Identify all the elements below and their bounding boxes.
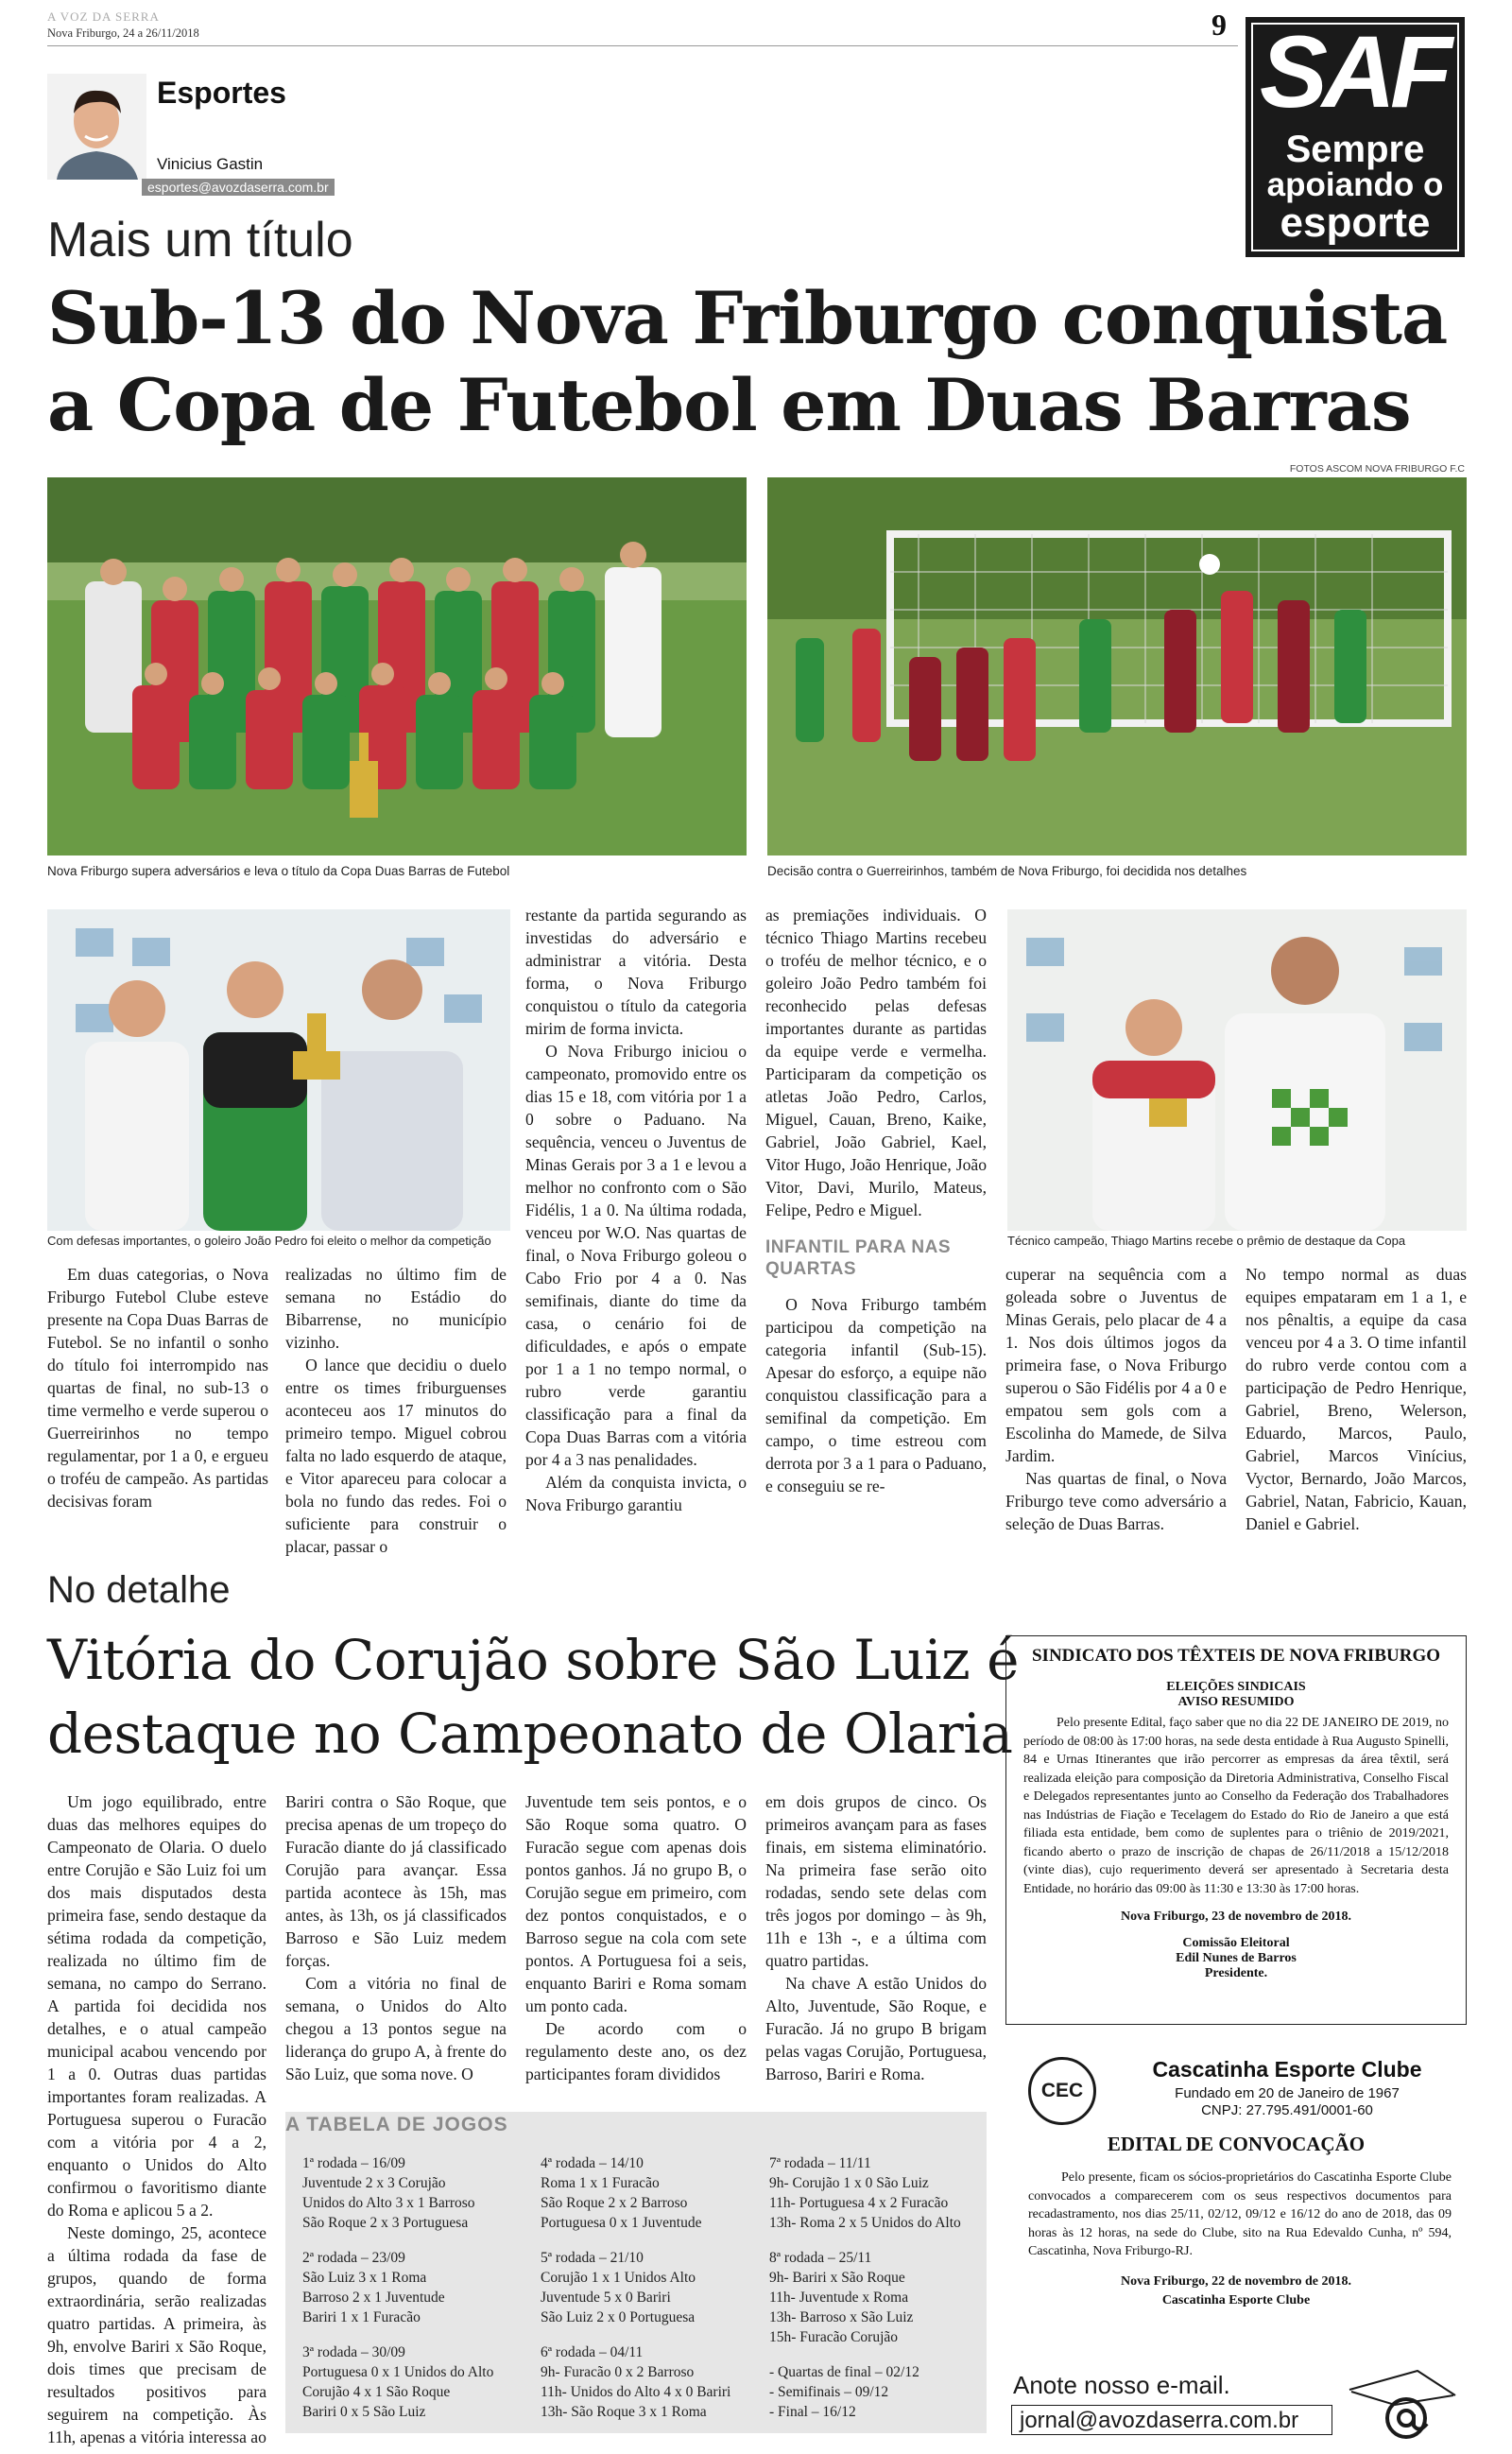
sindicato-title: SINDICATO DOS TÊXTEIS DE NOVA FRIBURGO — [1031, 1646, 1441, 1666]
match-line: 11h- Juventude x Roma — [769, 2290, 909, 2306]
article2-col1-a: Um jogo equilibrado, entre duas das melhores equipes do Campeonato de Olaria. O duelo entre Corujão e São Luiz foi um dos mais disputados desta primeira fase, sendo destaque da sétima rodada da competição, realizada no último fim de semana, no campo do Serrano. A partida foi decidida nos detalhes, e o atual campeão municipal acabou vencendo por 1 a 0. Outras duas partidas importantes foram realizadas. A Portuguesa superou o Furacão com a vitória por 4 a 2, enquanto o Unidos do Alto confirmou o favoritismo diante do Roma e aplicou 5 a 2. — [47, 1792, 266, 2220]
match-line: - Semifinais – 09/12 — [769, 2384, 889, 2400]
round-block — [541, 2153, 760, 2233]
cascatinha-notice — [1005, 2044, 1467, 2346]
sindicato-date: Nova Friburgo, 23 de novembro de 2018. — [1121, 1910, 1351, 1924]
match-line: 11h- Portuguesa 4 x 2 Furacão — [769, 2195, 949, 2211]
saf-tagline-2: apoiando o — [1266, 166, 1444, 203]
article1-headline-line2: a Copa de Futebol em Duas Barras — [47, 363, 1411, 447]
article2-kicker: No detalhe — [47, 1569, 231, 1611]
header-rule — [47, 45, 1238, 46]
sindicato-sub1: ELEIÇÕES SINDICAIS — [1166, 1680, 1306, 1694]
round-heading: 2ª rodada – 23/09 — [302, 2250, 405, 2266]
round-block — [769, 2153, 988, 2233]
match-line: Bariri 0 x 5 São Luiz — [302, 2404, 426, 2420]
article1-col3-b: O Nova Friburgo iniciou o campeonato, promovido entre os dias 15 e 18, com vitória por 1 a 0 sobre o Paduano. Na sequência, venceu o Juventus de Minas Gerais por 3 a 1 e levou a melhor no confronto com o São Fidélis, 1 a 0. Na última rodada, venceu por W.O. Nas quartas de final, o Nova Friburgo goleou o Cabo Frio por 4 a 0. Nas semifinais, diante do time da casa, o cenário foi de dificuldades, e após o empate por 1 a 1 no tempo normal, o rubro verde garantiu classificação para a final da Copa Duas Barras com a vitória por 4 a 3 nas penalidades. — [525, 1042, 747, 1469]
round-block — [769, 2362, 988, 2422]
sindicato-sign1: Comissão Eleitoral — [1182, 1936, 1290, 1950]
round-block — [302, 2342, 522, 2422]
article1-col2-a: realizadas no último fim de semana no Estádio do Bibarrense, no município vizinho. — [285, 1265, 507, 1352]
match-line: Bariri 1 x 1 Furacão — [302, 2309, 421, 2325]
games-table-col1 — [302, 2153, 522, 2437]
email-box[interactable] — [1005, 2367, 1467, 2443]
match-line: Juventude 2 x 3 Corujão — [302, 2175, 446, 2191]
match-line: 9h- Bariri x São Roque — [769, 2270, 905, 2286]
at-sign-icon — [1342, 2367, 1463, 2443]
article2-headline-line2: destaque no Campeonato de Olaria — [47, 1702, 1013, 1766]
round-heading: 1ª rodada – 16/09 — [302, 2155, 405, 2171]
match-line: Juventude 5 x 0 Bariri — [541, 2290, 671, 2306]
cascatinha-title: EDITAL DE CONVOCAÇÃO — [1107, 2133, 1366, 2155]
article1-col5-b: Nas quartas de final, o Nova Friburgo teve como adversário a seleção de Duas Barras. — [1005, 1469, 1227, 1533]
round-heading: 7ª rodada – 11/11 — [769, 2155, 871, 2171]
match-line: São Roque 2 x 3 Portuguesa — [302, 2215, 469, 2231]
team-photo — [47, 477, 747, 855]
sindicato-sub2: AVISO RESUMIDO — [1177, 1695, 1295, 1709]
sindicato-sign2: Edil Nunes de Barros — [1176, 1951, 1297, 1965]
article2-col4-a: em dois grupos de cinco. Os primeiros avançam para as fases finais, em sistema eliminatório. Na primeira fase serão oito rodadas, sendo sete delas com três jogos por domingo – às 9h, 11h e 13h -, e a última com quatro partidas. — [765, 1792, 987, 1970]
article1-headline-line1: Sub-13 do Nova Friburgo conquista — [47, 276, 1448, 360]
match-line: 9h- Furacão 0 x 2 Barroso — [541, 2364, 695, 2380]
round-heading: 5ª rodada – 21/10 — [541, 2250, 644, 2266]
match-line: 9h- Corujão 1 x 0 São Luiz — [769, 2175, 929, 2191]
cascatinha-logo-text: CEC — [1040, 2080, 1084, 2101]
article2-col2-a: Bariri contra o São Roque, que precisa apenas de um tropeço do Furacão diante do já classificado Corujão para avançar. Essa partida acontece às 15h, mas antes, às 13h, os já classificados Barroso e São Luiz medem forças. — [285, 1792, 507, 1970]
match-line: Corujão 1 x 1 Unidos Alto — [541, 2270, 696, 2286]
article1-col5 — [1005, 1263, 1227, 1537]
match-line: Portuguesa 0 x 1 Unidos do Alto — [302, 2364, 494, 2380]
date-line: Nova Friburgo, 24 a 26/11/2018 — [47, 26, 199, 40]
article1-col3 — [525, 904, 747, 1537]
match-line: São Roque 2 x 2 Barroso — [541, 2195, 688, 2211]
coach-photo — [1007, 909, 1467, 1231]
caption-match-photo: Decisão contra o Guerreirinhos, também de Nova Friburgo, foi decidida nos detalhes — [767, 864, 1247, 878]
cascatinha-cnpj: CNPJ: 27.795.491/0001-60 — [1201, 2102, 1373, 2118]
cascatinha-sign: Cascatinha Esporte Clube — [1161, 2293, 1311, 2307]
article2-col4 — [765, 1790, 987, 2102]
match-line: Barroso 2 x 1 Juventude — [302, 2290, 445, 2306]
caption-goalkeeper-photo: Com defesas importantes, o goleiro João Pedro foi eleito o melhor da competição — [47, 1234, 491, 1248]
cascatinha-club-name: Cascatinha Esporte Clube — [1152, 2057, 1422, 2082]
article2-col1-b: Neste domingo, 25, acontece a última rodada da fase de grupos, quando de forma extraordinária, serão realizadas quatro partidas. A primeira, às 9h, envolve Bariri x São Roque, dois times que precisam de resultados positivos para seguirem na competição. Às 11h, apenas a vitória interessa ao — [47, 2223, 266, 2446]
saf-tagline-1: Sempre — [1285, 129, 1425, 170]
email-box-address[interactable]: jornal@avozdaserra.com.br — [1011, 2405, 1332, 2435]
goalkeeper-photo — [47, 909, 510, 1231]
saf-tagline-3: esporte — [1280, 199, 1431, 246]
article1-col6: No tempo normal as duas equipes empataram em 1 a 1, e nos pênaltis, a equipe da casa venceu por 4 a 3. O time infantil do rubro verde contou com a participação de Pedro Henrique, Gabriel, Breno, Welerson, Eduardo, Marcos, Paulo, Gabriel, Marcos Vinícius, Vyctor, Bernardo, João Marcos, Gabriel, Natan, Fabricio, Kauan, Daniel e Gabriel. — [1246, 1265, 1467, 1533]
round-block — [541, 2248, 760, 2327]
article2-col3-a: Juventude tem seis pontos, e o São Roque soma quatro. O Furacão segue com apenas dois pontos ganhos. Já no grupo B, o Corujão segue em primeiro, com dez pontos conquistados, e o Barroso segue na cola com sete pontos. A Portuguesa foi a seis, enquanto Bariri e Roma somam um ponto cada. — [525, 1792, 747, 2015]
match-line: São Luiz 2 x 0 Portuguesa — [541, 2309, 696, 2325]
article1-col4-a: as premiações individuais. O técnico Thiago Martins recebeu o troféu de melhor técnico, e o goleiro João Pedro também foi reconhecido pelas defesas importantes durante as partidas da equipe verde e vermelha. Participaram da competição os atletas João Pedro, Carlos, Miguel, Cauan, Breno, Kaike, Gabriel, João Gabriel, Kael, Vitor Hugo, João Henrique, João Vitor, Davi, Murilo, Mateus, Felipe, Pedro e Miguel. — [765, 906, 987, 1219]
round-heading: 8ª rodada – 25/11 — [769, 2250, 872, 2266]
page-number: 9 — [1211, 8, 1227, 42]
caption-team-photo: Nova Friburgo supera adversários e leva o título da Copa Duas Barras de Futebol — [47, 864, 510, 878]
match-line: 13h- São Roque 3 x 1 Roma — [541, 2404, 707, 2420]
match-line: 15h- Furacão Corujão — [769, 2329, 899, 2345]
article1-col2-b: O lance que decidiu o duelo entre os times friburguenses aconteceu aos 17 minutos do primeiro tempo. Miguel cobrou falta no lado esquerdo de ataque, e Vitor apareceu para colocar a bola no fundo das redes. Foi o suficiente para construir o placar, passar o — [285, 1356, 507, 1556]
section-title: Esportes — [157, 76, 286, 110]
email-box-label: Anote nosso e-mail. — [1013, 2371, 1230, 2399]
article1-col3-c: Além da conquista invicta, o Nova Friburgo garantiu — [525, 1473, 747, 1514]
article2-headline-line1: Vitória do Corujão sobre São Luiz é — [47, 1628, 1019, 1692]
games-table — [285, 2112, 987, 2433]
saf-ad[interactable] — [1246, 14, 1465, 257]
author-name: Vinicius Gastin — [157, 155, 264, 173]
cascatinha-founded: Fundado em 20 de Janeiro de 1967 — [1175, 2085, 1400, 2101]
article2-col1 — [47, 1790, 266, 2452]
article2-col3-b: De acordo com o regulamento deste ano, os dez participantes foram divididos — [525, 2019, 747, 2083]
match-line: Portuguesa 0 x 1 Juventude — [541, 2215, 702, 2231]
round-heading: 4ª rodada – 14/10 — [541, 2155, 644, 2171]
match-photo — [767, 477, 1467, 855]
article1-col1: Em duas categorias, o Nova Friburgo Futebol Clube esteve presente na Copa Duas Barras de Futebol. Se no infantil o sonho do título foi interrompido nas quartas de final, no sub-13 o time vermelho e verde superou o Guerreirinhos no tempo regulamentar, por 1 a 0, e ergueu o troféu de campeão. As partidas decisivas foram — [47, 1265, 268, 1511]
round-heading: 6ª rodada – 04/11 — [541, 2344, 644, 2360]
match-line: - Quartas de final – 02/12 — [769, 2364, 919, 2380]
photo-credit: FOTOS ASCOM NOVA FRIBURGO F.C — [1289, 463, 1465, 475]
cascatinha-body: Pelo presente, ficam os sócios-proprietários do Cascatinha Esporte Clube convocados a comparecerem com os seus respectivos documentos para recadastramento, nos dias 25/11, 02/12, 09/12 e 16/12 do ano de 2018, das 09 horas às 12 horas, na sede do Clube, sito na Rua Edevaldo Cunha, nº 594, Cascatinha, Nova Friburgo-RJ. — [1028, 2170, 1452, 2258]
match-line: 13h- Roma 2 x 5 Unidos do Alto — [769, 2215, 961, 2231]
games-table-col2 — [541, 2153, 760, 2437]
article1-col2 — [285, 1263, 507, 1556]
article1-col3-a: restante da partida segurando as investidas do adversário e administrar a vitória. Desta forma, o Nova Friburgo conquistou o título da categoria mirim de forma invicta. — [525, 906, 747, 1038]
caption-coach-photo: Técnico campeão, Thiago Martins recebe o prêmio de destaque da Copa — [1007, 1234, 1406, 1248]
saf-logo: SAF — [1260, 14, 1447, 129]
sindicato-sign3: Presidente. — [1204, 1966, 1268, 1980]
match-line: 11h- Unidos do Alto 4 x 0 Bariri — [541, 2384, 731, 2400]
match-line: 13h- Barroso x São Luiz — [769, 2309, 914, 2325]
author-photo — [47, 74, 146, 180]
match-line: Unidos do Alto 3 x 1 Barroso — [302, 2195, 475, 2211]
article2-col4-b: Na chave A estão Unidos do Alto, Juventude, São Roque, e Furacão. Já no grupo B brigam pelas vagas Corujão, Portuguesa, Barroso, Bariri e Roma. — [765, 1974, 987, 2083]
paper-name: A VOZ DA SERRA — [47, 9, 160, 24]
games-table-title: A TABELA DE JOGOS — [285, 2114, 508, 2135]
article1-col4-b: O Nova Friburgo também participou da competição na categoria infantil (Sub-15). Apesar do esforço, a equipe não conquistou classificação para a semifinal da competição. Em campo, o time estreou com derrota por 3 a 1 para o Paduano, e conseguiu se re- — [765, 1295, 987, 1495]
round-block — [302, 2248, 522, 2327]
sindicato-body: Pelo presente Edital, faço saber que no dia 22 DE JANEIRO DE 2019, no período de 08:00 às 17:00 horas, na sede desta entidade à Rua Augusto Spinelli, 84 e Urnas Itinerantes que irão percorrer as empresas da área têxtil, será realizada eleição para composição da Diretoria Administrativa, Conselho Fiscal e Delegados representantes junto ao Conselho da Federação dos Trabalhadores nas Indústrias de Fiação e Tecelagem do Estado do Rio de Janeiro a que está filiada esta entidade, bem como de suplentes para o triênio de 2019/2021, ficando aberto o prazo de inscrição de chapas de 26/11/2018 a 15/12/2018 (vinte dias), cujo requerimento deverá ser apresentado à Secretaria desta Entidade, no horário das 09:00 às 11:30 e 13:30 às 17:00 horas. — [1023, 1716, 1449, 1896]
article1-col5-a: cuperar na sequência com a goleada sobre o Juventus de Minas Gerais, pelo placar de 4 a 1. Nos dois últimos jogos da primeira fase, o Nova Friburgo superou o São Fidélis por 4 a 0 e empatou sem gols com a Escolinha do Mamede, de Silva Jardim. — [1005, 1265, 1227, 1465]
match-line: - Final – 16/12 — [769, 2404, 856, 2420]
sindicato-notice — [1005, 1635, 1467, 2025]
article1-kicker: Mais um título — [47, 213, 353, 268]
article2-col3 — [525, 1790, 747, 2102]
author-email[interactable]: esportes@avozdaserra.com.br — [142, 179, 335, 196]
article2-col2 — [285, 1790, 507, 2102]
match-line: Corujão 4 x 1 São Roque — [302, 2384, 451, 2400]
games-table-col3 — [769, 2153, 988, 2437]
round-block — [541, 2342, 760, 2422]
round-block — [769, 2248, 988, 2347]
article1-col4 — [765, 904, 987, 1537]
article1-subhead: INFANTIL PARA NAS QUARTAS — [765, 1237, 952, 1279]
round-block — [302, 2153, 522, 2233]
match-line: São Luiz 3 x 1 Roma — [302, 2270, 427, 2286]
round-heading: 3ª rodada – 30/09 — [302, 2344, 405, 2360]
article2-col2-b: Com a vitória no final de semana, o Unidos do Alto chegou a 13 pontos segue na liderança do grupo A, à frente do São Luiz, que soma nove. O — [285, 1974, 507, 2083]
cascatinha-date: Nova Friburgo, 22 de novembro de 2018. — [1121, 2274, 1351, 2289]
cascatinha-logo — [1028, 2057, 1096, 2125]
match-line: Roma 1 x 1 Furacão — [541, 2175, 660, 2191]
